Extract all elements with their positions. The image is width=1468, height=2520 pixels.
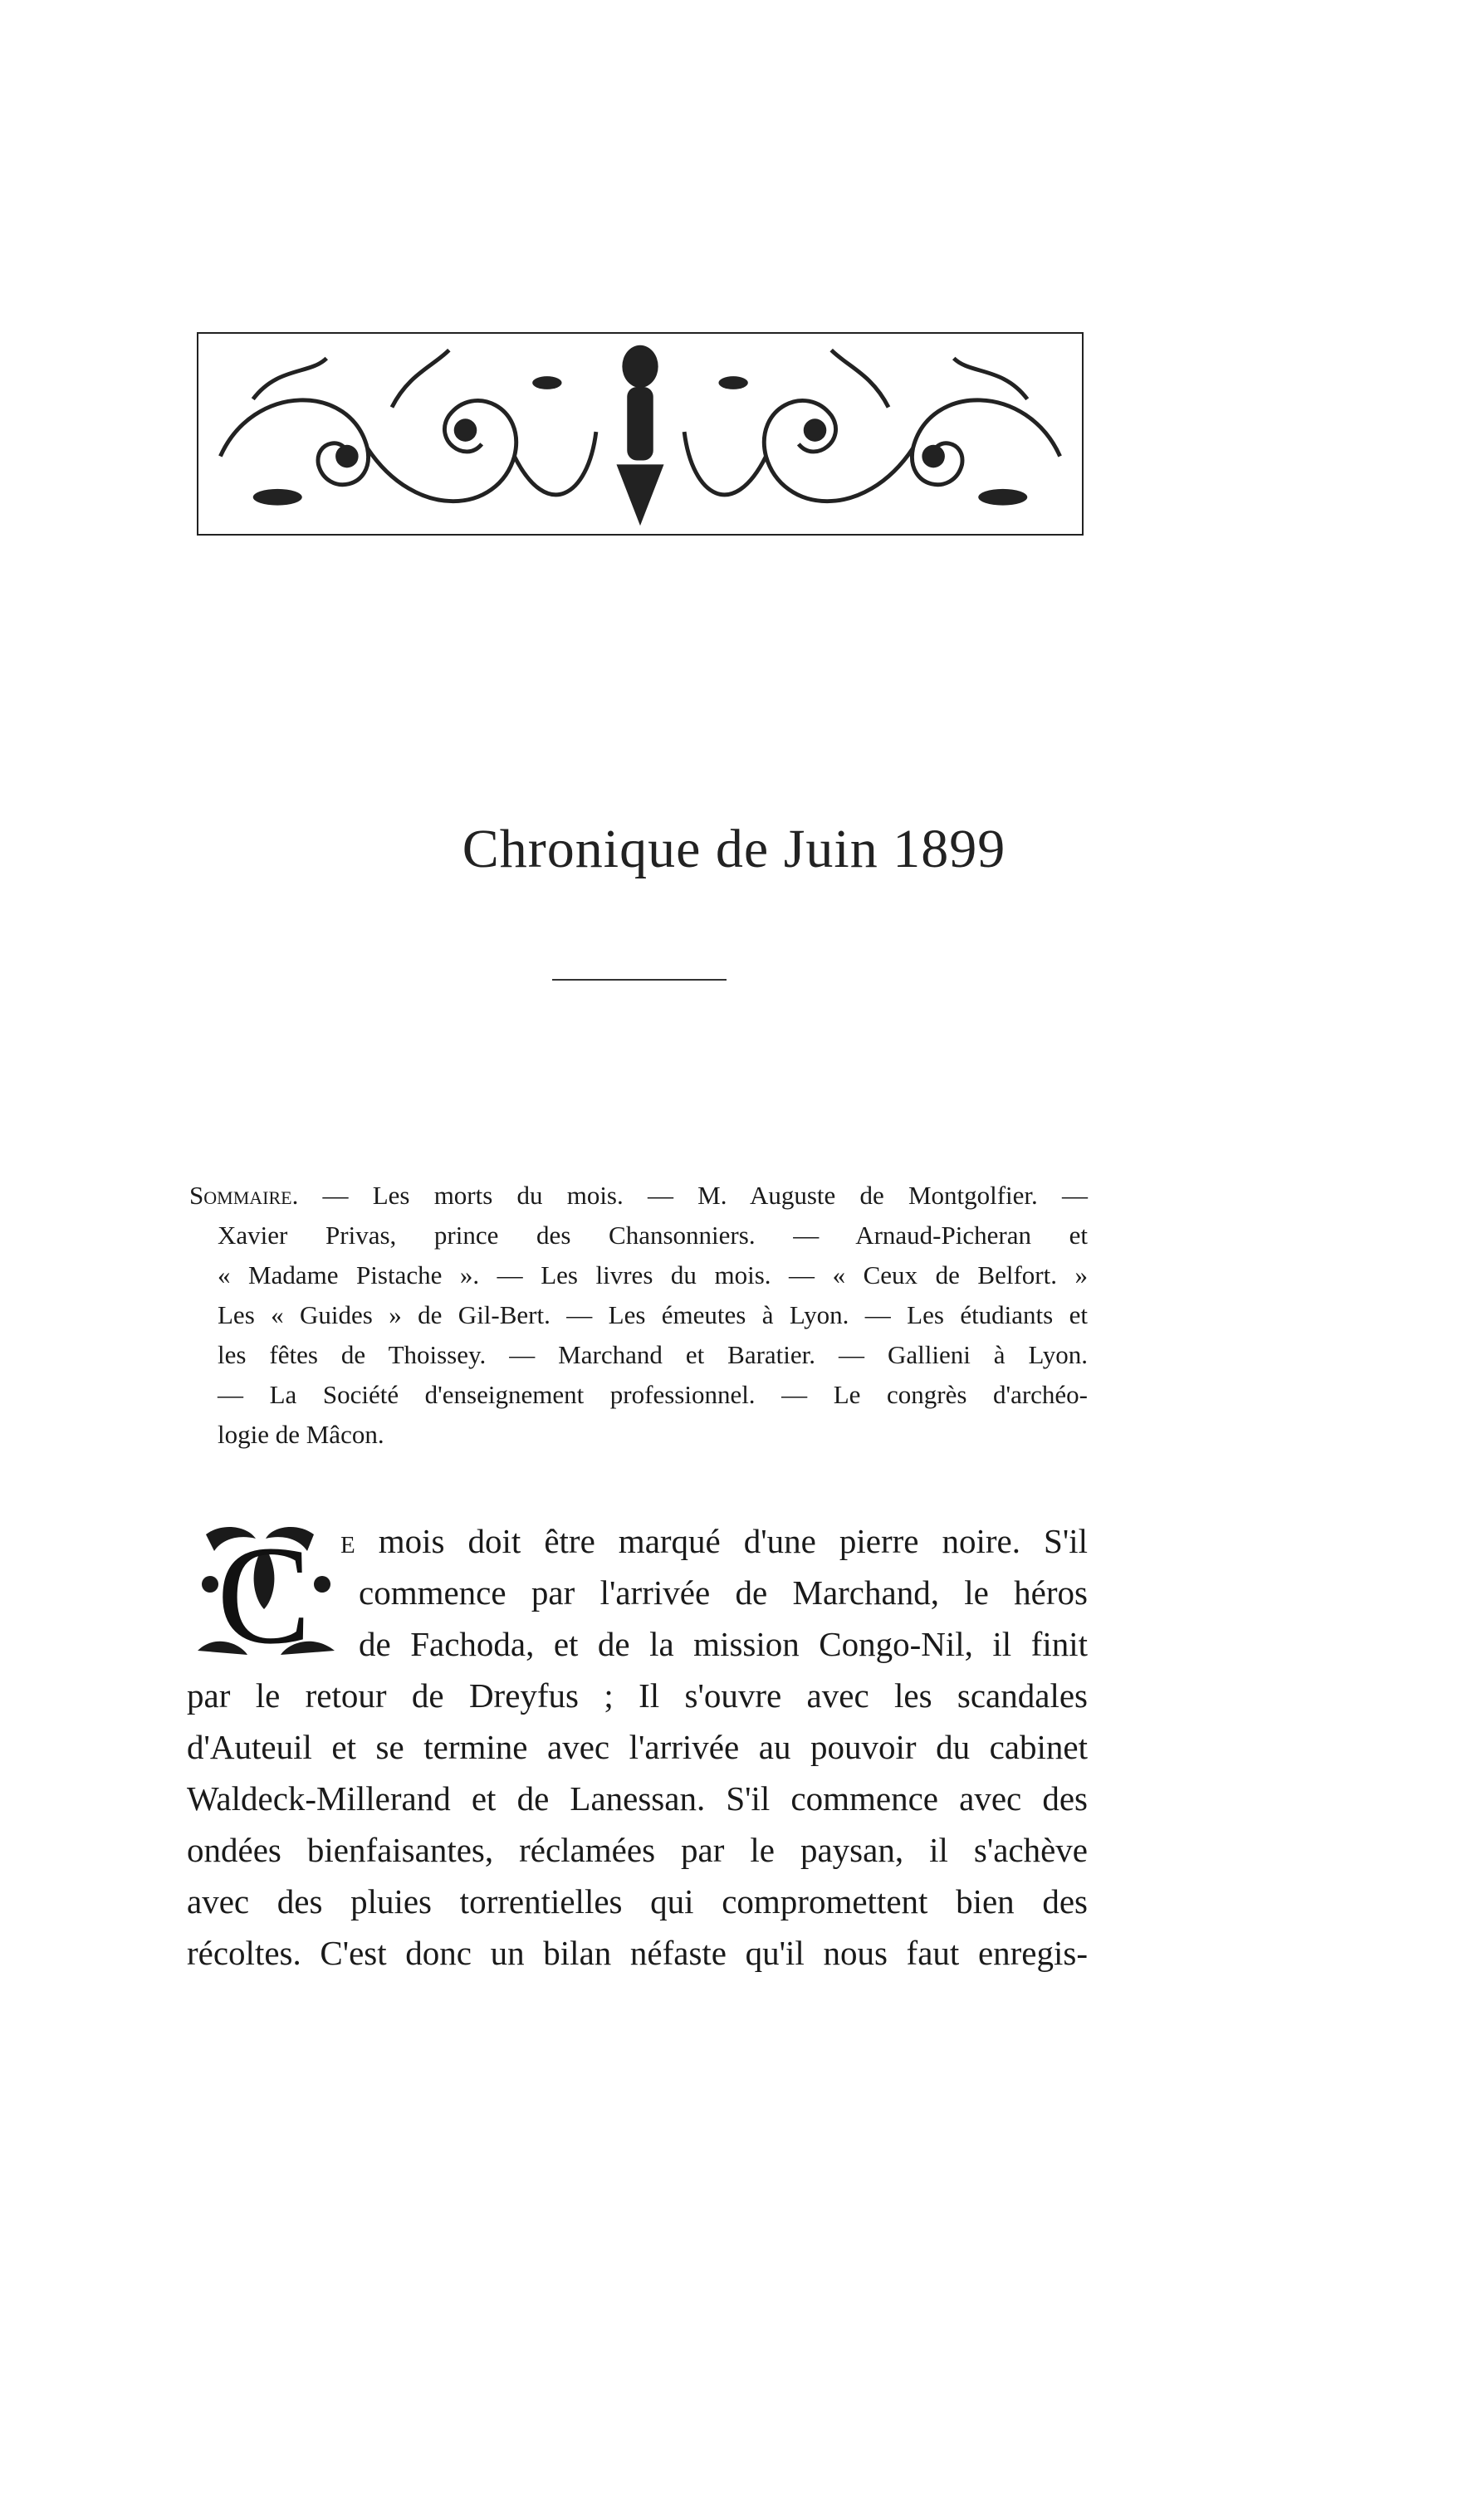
title-divider [552,979,727,981]
svg-text:C: C [217,1518,311,1661]
summary-line: — La Société d'enseignement professionnel. — Le congrès d'archéo- [218,1380,1088,1409]
scroll-foliage-icon [198,334,1082,534]
body-line: de Fachoda, et de la mission Congo-Nil, il finit [359,1625,1088,1663]
body-line: avec des pluies torrentielles qui compromettent bien des [187,1882,1088,1921]
body-line: e mois doit être marqué d'une pierre noire. S'il [340,1522,1088,1560]
summary-line: Les « Guides » de Gil-Bert. — Les émeutes à Lyon. — Les étudiants et [218,1300,1088,1329]
summary-line: logie de Mâcon. [218,1420,384,1449]
body-line: commence par l'arrivée de Marchand, le héros [359,1573,1088,1612]
summary-line: « Madame Pistache ». — Les livres du mois. — « Ceux de Belfort. » [218,1260,1088,1289]
body-line: par le retour de Dreyfus ; Il s'ouvre avec les scandales [187,1676,1088,1715]
summary-line: Sommaire. — Les morts du mois. — M. Auguste de Montgolfier. — [189,1181,1088,1210]
summary-line: les fêtes de Thoissey. — Marchand et Baratier. — Gallieni à Lyon. [218,1340,1088,1369]
page-title: Chronique de Juin 1899 [462,819,1006,879]
decorative-headpiece-ornament [197,332,1084,536]
floral-initial-icon [189,1518,339,1661]
body-line: ondées bienfaisantes, réclamées par le paysan, il s'achève [187,1831,1088,1869]
body-line: récoltes. C'est donc un bilan néfaste qu'il nous faut enregis- [187,1934,1088,1972]
body-line: Waldeck-Millerand et de Lanessan. S'il commence avec des [187,1779,1088,1818]
body-line: d'Auteuil et se termine avec l'arrivée au pouvoir du cabinet [187,1728,1088,1766]
ornate-drop-cap [189,1518,339,1661]
summary-line: Xavier Privas, prince des Chansonniers. — Arnaud-Picheran et [218,1221,1088,1250]
summary-label: Sommaire. [189,1181,299,1210]
